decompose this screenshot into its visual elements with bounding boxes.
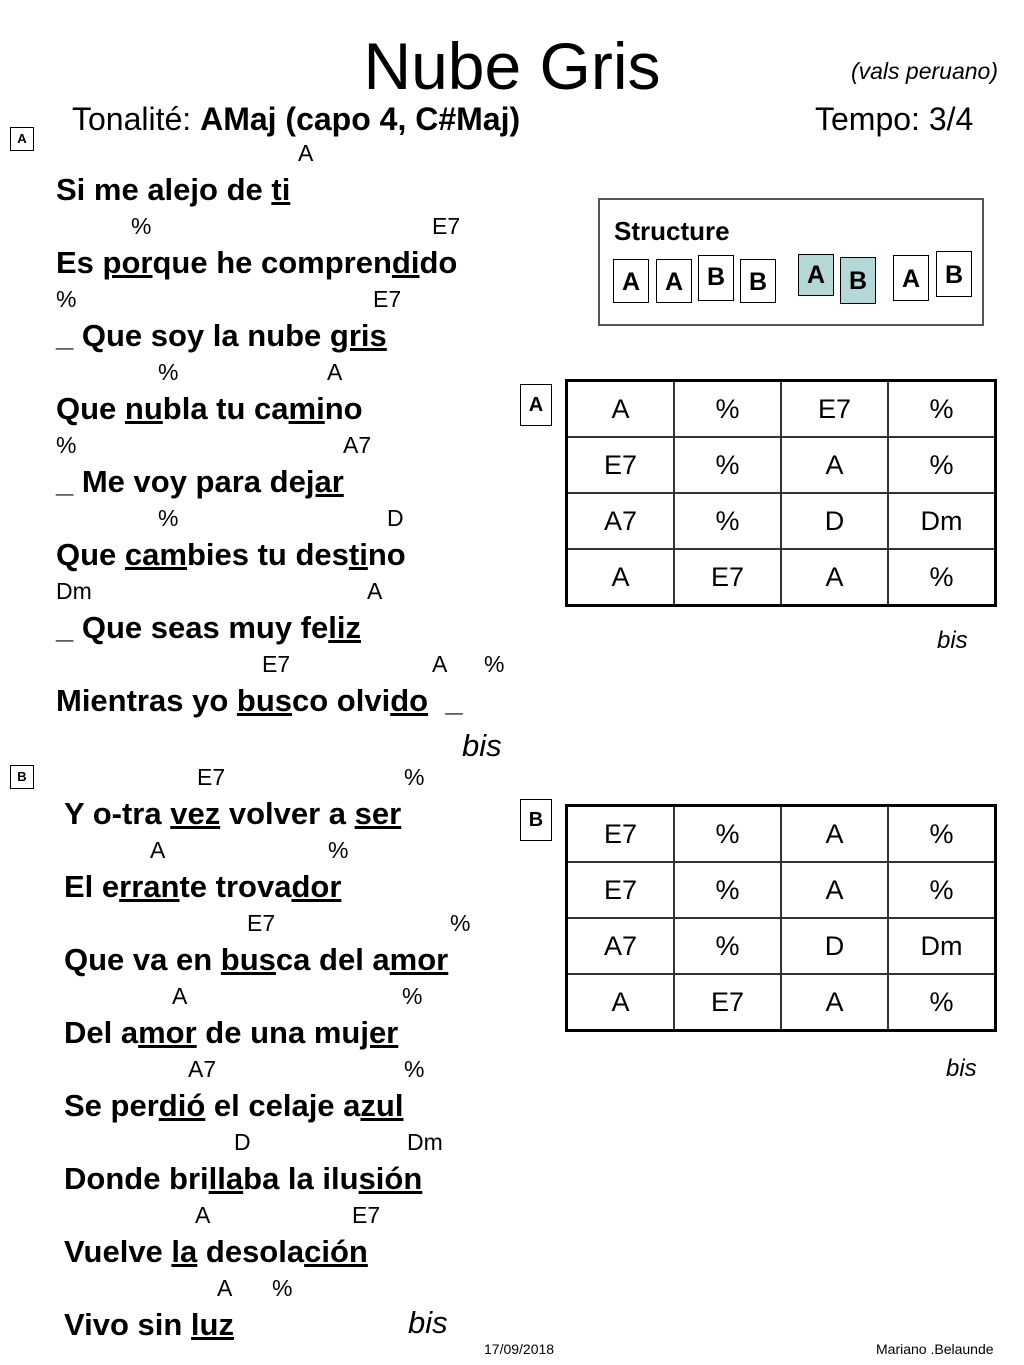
grid-cell: % bbox=[888, 862, 996, 918]
grid-b-bis-label: bis bbox=[946, 1055, 977, 1082]
chord: % bbox=[56, 432, 77, 458]
lyric-line: Donde brillaba la ilusión bbox=[64, 1161, 423, 1196]
grid-a-marker: A bbox=[520, 384, 552, 426]
chord: % bbox=[272, 1275, 293, 1301]
structure-step-highlighted: A bbox=[798, 254, 834, 296]
grid-row bbox=[567, 437, 996, 493]
structure-panel bbox=[598, 198, 984, 326]
lyric-line: _ Que seas muy feliz bbox=[56, 610, 361, 645]
footer-date: 17/09/2018 bbox=[484, 1341, 555, 1357]
chord: Dm bbox=[407, 1129, 443, 1155]
grid-cell: Dm bbox=[888, 493, 996, 549]
grid-cell: % bbox=[888, 549, 996, 606]
grid-cell: % bbox=[888, 806, 996, 863]
grid-cell: % bbox=[674, 806, 781, 863]
chord: E7 bbox=[247, 910, 276, 936]
footer-author: Mariano .Belaunde bbox=[876, 1341, 994, 1357]
chord: % bbox=[328, 837, 349, 863]
chord: E7 bbox=[432, 213, 461, 239]
grid-cell: D bbox=[781, 493, 888, 549]
chord: A bbox=[432, 651, 448, 677]
grid-row bbox=[567, 918, 996, 974]
section-b-marker: B bbox=[10, 765, 34, 789]
key-signature bbox=[72, 101, 520, 138]
chord: A bbox=[172, 983, 188, 1009]
chord: % bbox=[484, 651, 505, 677]
chord-line bbox=[0, 837, 540, 863]
grid-cell: % bbox=[674, 493, 781, 549]
key-value: AMaj (capo 4, C#Maj) bbox=[200, 101, 521, 137]
chord-line bbox=[0, 651, 540, 677]
grid-cell: % bbox=[674, 437, 781, 493]
chord: % bbox=[131, 213, 152, 239]
grid-row bbox=[567, 549, 996, 606]
grid-cell: E7 bbox=[567, 862, 675, 918]
grid-cell: % bbox=[888, 381, 996, 438]
grid-cell: A bbox=[781, 862, 888, 918]
section-a-marker: A bbox=[10, 127, 34, 151]
grid-cell: A7 bbox=[567, 493, 675, 549]
grid-cell: A bbox=[781, 437, 888, 493]
chord: A bbox=[150, 837, 166, 863]
grid-cell: E7 bbox=[567, 437, 675, 493]
chord: A bbox=[195, 1202, 211, 1228]
grid-cell: E7 bbox=[674, 549, 781, 606]
lyric-line: Es porque he comprendido bbox=[56, 245, 458, 280]
chord-line bbox=[0, 286, 540, 312]
grid-cell: % bbox=[674, 381, 781, 438]
grid-cell: E7 bbox=[567, 806, 675, 863]
grid-cell: % bbox=[888, 974, 996, 1031]
repeat-bis-label: bis bbox=[408, 1305, 448, 1340]
grid-cell: % bbox=[674, 918, 781, 974]
lyric-line: El errante trovador bbox=[64, 869, 342, 904]
grid-cell: A bbox=[567, 549, 675, 606]
grid-cell: A bbox=[567, 381, 675, 438]
grid-cell: E7 bbox=[781, 381, 888, 438]
chord-line bbox=[0, 1275, 540, 1301]
chord-line bbox=[0, 1129, 540, 1155]
key-label: Tonalité: bbox=[72, 101, 192, 137]
structure-step: A bbox=[656, 259, 692, 303]
lyric-line: Y o-tra vez volver a ser bbox=[64, 796, 402, 831]
structure-title: Structure bbox=[614, 216, 730, 246]
chord: A7 bbox=[188, 1056, 217, 1082]
grid-row bbox=[567, 381, 996, 438]
grid-row bbox=[567, 806, 996, 863]
chord: % bbox=[158, 359, 179, 385]
grid-a-bis-label: bis bbox=[937, 627, 968, 654]
lyric-line: Del amor de una mujer bbox=[64, 1015, 399, 1050]
structure-step: A bbox=[613, 259, 649, 303]
grid-b-marker: B bbox=[520, 799, 552, 841]
lyric-line: Que va en busca del amor bbox=[64, 942, 449, 977]
grid-cell: A bbox=[781, 974, 888, 1031]
chord: % bbox=[158, 505, 179, 531]
structure-step: B bbox=[740, 259, 776, 303]
grid-cell: A bbox=[781, 549, 888, 606]
chord-line bbox=[0, 505, 540, 531]
chord: % bbox=[450, 910, 471, 936]
chord-line bbox=[0, 578, 540, 604]
lyric-line: Si me alejo de ti bbox=[56, 172, 291, 207]
grid-row bbox=[567, 862, 996, 918]
grid-cell: E7 bbox=[674, 974, 781, 1031]
chord: % bbox=[402, 983, 423, 1009]
chord: % bbox=[56, 286, 77, 312]
repeat-bis-label: bis bbox=[462, 728, 502, 763]
chord: % bbox=[404, 1056, 425, 1082]
grid-cell: % bbox=[888, 437, 996, 493]
structure-step: A bbox=[893, 255, 929, 301]
chord: A bbox=[217, 1275, 233, 1301]
song-title: Nube Gris bbox=[363, 29, 661, 103]
lyric-line: Vuelve la desolación bbox=[64, 1234, 368, 1269]
chord: A bbox=[327, 359, 343, 385]
chord: E7 bbox=[197, 764, 226, 790]
chord: E7 bbox=[352, 1202, 381, 1228]
lyric-line: _ Me voy para dejar bbox=[56, 464, 344, 499]
structure-step: B bbox=[698, 255, 734, 301]
chord: D bbox=[234, 1129, 251, 1155]
lyric-line: Que nubla tu camino bbox=[56, 391, 363, 426]
grid-cell: D bbox=[781, 918, 888, 974]
chord: E7 bbox=[373, 286, 402, 312]
chord-line bbox=[0, 432, 540, 458]
chord-line bbox=[0, 983, 540, 1009]
chord: A7 bbox=[343, 432, 372, 458]
chord-line bbox=[0, 1202, 540, 1228]
lyric-line: Mientras yo busco olvido _ bbox=[56, 683, 463, 718]
chord-line bbox=[0, 1056, 540, 1082]
lyric-line: Vivo sin luz bbox=[64, 1307, 234, 1342]
chord: A bbox=[298, 140, 314, 166]
chord-line bbox=[0, 140, 540, 166]
grid-row bbox=[567, 493, 996, 549]
grid-row bbox=[567, 974, 996, 1031]
chord-grid-a bbox=[565, 379, 997, 607]
chord: E7 bbox=[262, 651, 291, 677]
chord: D bbox=[387, 505, 404, 531]
lyric-line: _ Que soy la nube gris bbox=[56, 318, 387, 353]
chord: Dm bbox=[56, 578, 92, 604]
lyric-line: Que cambies tu destino bbox=[56, 537, 406, 572]
chord-line bbox=[0, 213, 540, 239]
grid-cell: A bbox=[781, 806, 888, 863]
chord-grid-b bbox=[565, 804, 997, 1032]
chord: % bbox=[404, 764, 425, 790]
grid-cell: A7 bbox=[567, 918, 675, 974]
chord: A bbox=[367, 578, 383, 604]
chord-line bbox=[0, 910, 540, 936]
chord-line bbox=[0, 764, 540, 790]
tempo-label: Tempo: 3/4 bbox=[815, 101, 974, 137]
chord-line bbox=[0, 359, 540, 385]
grid-cell: Dm bbox=[888, 918, 996, 974]
structure-step-highlighted: B bbox=[840, 257, 876, 304]
grid-cell: A bbox=[567, 974, 675, 1031]
grid-cell: % bbox=[674, 862, 781, 918]
genre-label: (vals peruano) bbox=[850, 58, 998, 84]
lyric-line: Se perdió el celaje azul bbox=[64, 1088, 404, 1123]
structure-step: B bbox=[936, 251, 972, 297]
